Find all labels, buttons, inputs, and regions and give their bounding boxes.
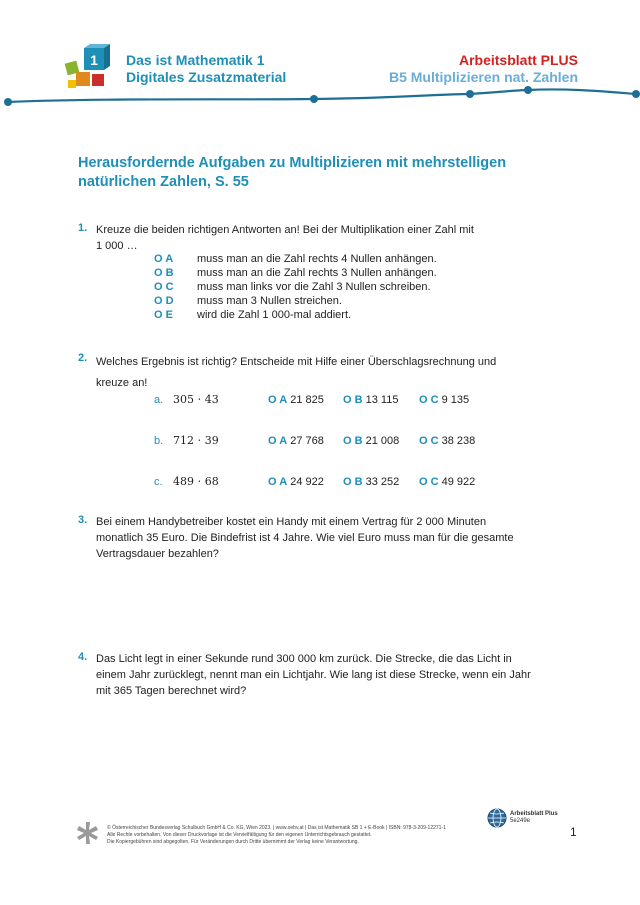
q1-line-1: Kreuze die beiden richtigen Antworten an! Bei der Multiplikation einer Zahl mit <box>96 224 474 236</box>
choice-value: 33 252 <box>365 476 400 488</box>
q2-row-c-letter: c. <box>154 476 163 488</box>
choice-label: O B <box>343 435 363 447</box>
footer-line-3: Die Kopiergebühren sind abgegolten. Für Veränderungen durch Dritte übernimmt der Verlag keine Verantwortung. <box>107 839 359 845</box>
header-worksheet-type: Arbeitsblatt PLUS <box>458 52 578 68</box>
choice-value: 21 008 <box>365 435 400 447</box>
q1-option-b-text: muss man an die Zahl rechts 3 Nullen anhängen. <box>197 267 437 279</box>
q1-option-a-checkbox[interactable]: O A <box>154 253 174 265</box>
q2-row-c-choice-a[interactable] <box>268 476 324 488</box>
q2-row-b-choice-a[interactable] <box>268 435 324 447</box>
q4-number: 4. <box>78 651 88 663</box>
choice-value: 24 922 <box>290 476 324 488</box>
q4-line-1: Das Licht legt in einer Sekunde rund 300 000 km zurück. Die Strecke, die das Licht in <box>96 653 512 665</box>
q2-row-a-choice-a[interactable] <box>268 394 324 406</box>
q1-text <box>96 222 556 254</box>
q3-number: 3. <box>78 514 88 526</box>
choice-label: O C <box>419 394 439 406</box>
q1-line-2: 1 000 … <box>96 240 138 252</box>
q4-line-3: mit 365 Tagen berechnet wird? <box>96 685 247 697</box>
q2-row-b-expression: 712 ⋅ 39 <box>173 434 219 447</box>
q3-line-3: Vertragsdauer bezahlen? <box>96 548 219 560</box>
q1-option-a-text: muss man an die Zahl rechts 4 Nullen anhängen. <box>197 253 437 265</box>
q1-option-b-checkbox[interactable]: O B <box>154 267 174 279</box>
q2-row-a-expression: 305 ⋅ 43 <box>173 393 219 406</box>
choice-label: O C <box>419 435 439 447</box>
q2-row-b-letter: b. <box>154 435 164 447</box>
q2-row-c-expression: 489 ⋅ 68 <box>173 475 219 488</box>
q1-number: 1. <box>78 222 88 234</box>
q1-option-d-text: muss man 3 Nullen streichen. <box>197 295 342 307</box>
q3-line-2: monatlich 35 Euro. Die Bindefrist ist 4 Jahre. Wie viel Euro muss man für die gesamte <box>96 532 514 544</box>
q4-text <box>96 651 576 699</box>
choice-value: 38 238 <box>441 435 476 447</box>
badge-code: 5e249e <box>510 818 531 824</box>
q2-line-1: Welches Ergebnis ist richtig? Entscheide mit Hilfe einer Überschlagsrechnung und <box>96 356 497 368</box>
q1-option-d-checkbox[interactable]: O D <box>154 295 174 307</box>
choice-value: 49 922 <box>441 476 476 488</box>
choice-label: O B <box>343 476 363 488</box>
footer-copyright <box>107 825 487 846</box>
q4-line-2: einem Jahr zurücklegt, nennt man ein Lichtjahr. Wie lang ist diese Strecke, wenn ein Jahr <box>96 669 531 681</box>
choice-label: O A <box>268 435 288 447</box>
q2-text <box>96 352 556 394</box>
header-series-subtitle: Digitales Zusatzmaterial <box>126 69 287 85</box>
choice-label: O A <box>268 476 288 488</box>
q2-row-b-choice-b[interactable] <box>343 435 399 447</box>
q1-option-c-checkbox[interactable]: O C <box>154 281 174 293</box>
header-left <box>126 52 286 86</box>
choice-value: 9 135 <box>441 394 470 406</box>
q2-line-2: kreuze an! <box>96 377 148 389</box>
q2-row-a-choice-b[interactable] <box>343 394 398 406</box>
choice-label: O B <box>343 394 363 406</box>
choice-value: 13 115 <box>365 394 399 406</box>
header-divider <box>0 84 640 108</box>
footer-line-1: © Österreichischer Bundesverlag Schulbuch GmbH & Co. KG, Wien 2023. | www.oebv.at | Das ist Mathematik SB 1 + E-Book | ISBN: 978-3-209-12271-1 <box>107 825 446 831</box>
header-right <box>389 52 578 86</box>
q1-option-e-checkbox[interactable]: O E <box>154 309 173 321</box>
globe-icon <box>487 808 507 828</box>
header-series-title: Das ist Mathematik 1 <box>126 52 265 68</box>
footer-line-2: Alle Rechte vorbehalten. Von dieser Druckvorlage ist die Vervielfältigung für den eigenen Unterrichtsgebrauch gestattet. <box>107 832 372 838</box>
q3-text <box>96 514 566 562</box>
q1-option-c-text: muss man links vor die Zahl 3 Nullen schreiben. <box>197 281 431 293</box>
q2-row-a-letter: a. <box>154 394 164 406</box>
q2-row-a-choice-c[interactable] <box>419 394 469 406</box>
choice-label: O C <box>419 476 439 488</box>
q2-row-b-choice-c[interactable] <box>419 435 475 447</box>
q1-option-e-text: wird die Zahl 1 000-mal addiert. <box>197 309 352 321</box>
choice-value: 27 768 <box>290 435 324 447</box>
choice-label: O A <box>268 394 288 406</box>
footer-badge <box>510 811 558 825</box>
q2-number: 2. <box>78 352 88 364</box>
page-title-line-2: natürlichen Zahlen, S. 55 <box>78 174 249 190</box>
q3-line-1: Bei einem Handybetreiber kostet ein Handy mit einem Vertrag für 2 000 Minuten <box>96 516 487 528</box>
header-worksheet-topic: B5 Multiplizieren nat. Zahlen <box>388 69 578 85</box>
q2-row-c-choice-b[interactable] <box>343 476 399 488</box>
badge-label: Arbeitsblatt Plus <box>510 811 558 817</box>
q2-row-c-choice-c[interactable] <box>419 476 475 488</box>
page-number: 1 <box>570 825 577 839</box>
page-title-line-1: Herausfordernde Aufgaben zu Multiplizieren mit mehrstelligen <box>78 155 507 171</box>
page-title <box>78 154 558 192</box>
logo-number: 1 <box>90 52 98 68</box>
choice-value: 21 825 <box>290 394 324 406</box>
publisher-logo-icon <box>74 822 100 844</box>
